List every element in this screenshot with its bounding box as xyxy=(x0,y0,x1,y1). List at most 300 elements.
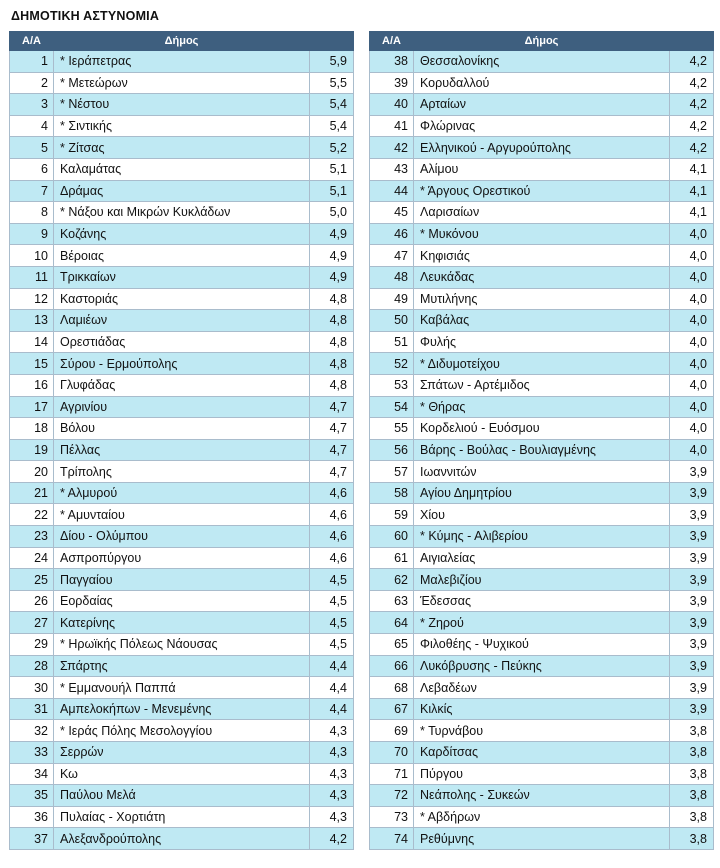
municipality-cell: * Ζηρού xyxy=(414,612,670,634)
table-row xyxy=(10,94,354,116)
table-row xyxy=(10,655,354,677)
table-row xyxy=(370,526,714,548)
value-cell: 4,6 xyxy=(310,526,354,548)
table-row xyxy=(10,634,354,656)
municipality-cell: Ιωαννιτών xyxy=(414,461,670,483)
ranking-table-right xyxy=(369,31,714,850)
municipality-cell: Κιλκίς xyxy=(414,698,670,720)
rank-cell: 30 xyxy=(10,677,54,699)
rank-cell: 52 xyxy=(370,353,414,375)
rank-cell: 17 xyxy=(10,396,54,418)
rank-cell: 27 xyxy=(10,612,54,634)
table-row xyxy=(10,806,354,828)
table-row xyxy=(10,742,354,764)
municipality-cell: Φιλοθέης - Ψυχικού xyxy=(414,634,670,656)
table-row xyxy=(370,94,714,116)
value-cell: 4,9 xyxy=(310,223,354,245)
municipality-cell: Ασπροπύργου xyxy=(54,547,310,569)
municipality-cell: Καβάλας xyxy=(414,310,670,332)
value-cell: 5,0 xyxy=(310,202,354,224)
table-row xyxy=(370,785,714,807)
table-row xyxy=(370,331,714,353)
value-cell: 3,9 xyxy=(670,612,714,634)
municipality-cell: Αγίου Δημητρίου xyxy=(414,482,670,504)
table-row xyxy=(370,504,714,526)
table-row xyxy=(10,547,354,569)
municipality-cell: Αγρινίου xyxy=(54,396,310,418)
rank-cell: 25 xyxy=(10,569,54,591)
table-row xyxy=(10,461,354,483)
rank-cell: 18 xyxy=(10,418,54,440)
value-cell: 3,8 xyxy=(670,785,714,807)
rank-cell: 7 xyxy=(10,180,54,202)
column-header-value xyxy=(310,32,354,51)
rank-cell: 53 xyxy=(370,374,414,396)
municipality-cell: Αιγιαλείας xyxy=(414,547,670,569)
table-row xyxy=(10,720,354,742)
table-row xyxy=(370,569,714,591)
table-row xyxy=(10,612,354,634)
table-row xyxy=(370,547,714,569)
rank-cell: 5 xyxy=(10,137,54,159)
rank-cell: 72 xyxy=(370,785,414,807)
municipality-cell: * Κύμης - Αλιβερίου xyxy=(414,526,670,548)
municipality-cell: Φυλής xyxy=(414,331,670,353)
rank-cell: 42 xyxy=(370,137,414,159)
municipality-cell: Πύργου xyxy=(414,763,670,785)
municipality-cell: Παγγαίου xyxy=(54,569,310,591)
table-row xyxy=(370,612,714,634)
table-row xyxy=(370,482,714,504)
value-cell: 4,8 xyxy=(310,288,354,310)
rank-cell: 69 xyxy=(370,720,414,742)
table-header-row xyxy=(10,32,354,51)
table-row xyxy=(10,590,354,612)
table-row xyxy=(370,288,714,310)
table-row xyxy=(370,396,714,418)
column-header-aa: Α/Α xyxy=(370,32,414,51)
value-cell: 4,3 xyxy=(310,720,354,742)
value-cell: 5,1 xyxy=(310,180,354,202)
municipality-cell: * Νέστου xyxy=(54,94,310,116)
value-cell: 4,2 xyxy=(670,51,714,73)
rank-cell: 4 xyxy=(10,115,54,137)
rank-cell: 19 xyxy=(10,439,54,461)
value-cell: 3,9 xyxy=(670,482,714,504)
municipality-cell: * Ιεράπετρας xyxy=(54,51,310,73)
municipality-cell: Λεβαδέων xyxy=(414,677,670,699)
rank-cell: 37 xyxy=(10,828,54,850)
rank-cell: 22 xyxy=(10,504,54,526)
municipality-cell: Λαρισαίων xyxy=(414,202,670,224)
rank-cell: 21 xyxy=(10,482,54,504)
municipality-cell: Μαλεβιζίου xyxy=(414,569,670,591)
value-cell: 4,0 xyxy=(670,310,714,332)
table-row xyxy=(10,266,354,288)
column-header-aa: Α/Α xyxy=(10,32,54,51)
municipality-cell: Καρδίτσας xyxy=(414,742,670,764)
municipality-cell: Αρταίων xyxy=(414,94,670,116)
value-cell: 4,2 xyxy=(670,115,714,137)
value-cell: 3,8 xyxy=(670,828,714,850)
rank-cell: 44 xyxy=(370,180,414,202)
rank-cell: 54 xyxy=(370,396,414,418)
ranking-table-left xyxy=(9,31,354,850)
table-row xyxy=(10,677,354,699)
municipality-cell: Σπάρτης xyxy=(54,655,310,677)
value-cell: 4,5 xyxy=(310,590,354,612)
rank-cell: 16 xyxy=(10,374,54,396)
municipality-cell: Βόλου xyxy=(54,418,310,440)
rank-cell: 49 xyxy=(370,288,414,310)
rank-cell: 55 xyxy=(370,418,414,440)
value-cell: 4,3 xyxy=(310,763,354,785)
rank-cell: 2 xyxy=(10,72,54,94)
rank-cell: 71 xyxy=(370,763,414,785)
table-row xyxy=(10,785,354,807)
table-row xyxy=(370,245,714,267)
table-row xyxy=(10,72,354,94)
rank-cell: 12 xyxy=(10,288,54,310)
value-cell: 4,6 xyxy=(310,482,354,504)
municipality-cell: Παύλου Μελά xyxy=(54,785,310,807)
value-cell: 4,2 xyxy=(670,94,714,116)
table-row xyxy=(370,418,714,440)
rank-cell: 64 xyxy=(370,612,414,634)
rank-cell: 14 xyxy=(10,331,54,353)
table-header-row xyxy=(370,32,714,51)
rank-cell: 39 xyxy=(370,72,414,94)
table-row xyxy=(370,374,714,396)
municipality-cell: Κοζάνης xyxy=(54,223,310,245)
table-row xyxy=(370,461,714,483)
rank-cell: 26 xyxy=(10,590,54,612)
table-row xyxy=(370,763,714,785)
rank-cell: 70 xyxy=(370,742,414,764)
municipality-cell: Μυτιλήνης xyxy=(414,288,670,310)
value-cell: 4,3 xyxy=(310,806,354,828)
table-row xyxy=(370,310,714,332)
rank-cell: 58 xyxy=(370,482,414,504)
value-cell: 4,6 xyxy=(310,504,354,526)
rank-cell: 60 xyxy=(370,526,414,548)
rank-cell: 15 xyxy=(10,353,54,375)
table-row xyxy=(370,655,714,677)
value-cell: 4,4 xyxy=(310,655,354,677)
municipality-cell: * Διδυμοτείχου xyxy=(414,353,670,375)
value-cell: 4,7 xyxy=(310,461,354,483)
rank-cell: 73 xyxy=(370,806,414,828)
rank-cell: 68 xyxy=(370,677,414,699)
value-cell: 3,9 xyxy=(670,569,714,591)
municipality-cell: Τρίπολης xyxy=(54,461,310,483)
table-row xyxy=(10,115,354,137)
value-cell: 3,9 xyxy=(670,504,714,526)
value-cell: 3,9 xyxy=(670,461,714,483)
value-cell: 4,4 xyxy=(310,698,354,720)
municipality-cell: Έδεσσας xyxy=(414,590,670,612)
rank-cell: 32 xyxy=(10,720,54,742)
table-row xyxy=(370,828,714,850)
table-row xyxy=(370,720,714,742)
rank-cell: 46 xyxy=(370,223,414,245)
municipality-cell: Λαμιέων xyxy=(54,310,310,332)
rank-cell: 6 xyxy=(10,158,54,180)
municipality-cell: Ρεθύμνης xyxy=(414,828,670,850)
table-row xyxy=(10,504,354,526)
column-header-municipality: Δήμος xyxy=(414,32,670,51)
rank-cell: 50 xyxy=(370,310,414,332)
table-row xyxy=(370,353,714,375)
value-cell: 4,8 xyxy=(310,331,354,353)
value-cell: 4,6 xyxy=(310,547,354,569)
value-cell: 4,5 xyxy=(310,634,354,656)
rank-cell: 66 xyxy=(370,655,414,677)
value-cell: 4,4 xyxy=(310,677,354,699)
value-cell: 4,3 xyxy=(310,785,354,807)
table-row xyxy=(10,396,354,418)
table-row xyxy=(10,353,354,375)
municipality-cell: Νεάπολης - Συκεών xyxy=(414,785,670,807)
municipality-cell: * Ιεράς Πόλης Μεσολογγίου xyxy=(54,720,310,742)
rank-cell: 41 xyxy=(370,115,414,137)
rank-cell: 63 xyxy=(370,590,414,612)
table-row xyxy=(10,180,354,202)
municipality-cell: Λυκόβρυσης - Πεύκης xyxy=(414,655,670,677)
table-row xyxy=(10,202,354,224)
table-row xyxy=(10,245,354,267)
value-cell: 4,2 xyxy=(670,72,714,94)
municipality-cell: Χίου xyxy=(414,504,670,526)
municipality-cell: * Μετεώρων xyxy=(54,72,310,94)
value-cell: 3,8 xyxy=(670,806,714,828)
table-row xyxy=(370,677,714,699)
value-cell: 5,5 xyxy=(310,72,354,94)
table-row xyxy=(370,202,714,224)
municipality-cell: Βάρης - Βούλας - Βουλιαγμένης xyxy=(414,439,670,461)
municipality-cell: * Άργους Ορεστικού xyxy=(414,180,670,202)
table-row xyxy=(10,763,354,785)
rank-cell: 67 xyxy=(370,698,414,720)
table-row xyxy=(10,698,354,720)
municipality-cell: Φλώρινας xyxy=(414,115,670,137)
table-row xyxy=(370,137,714,159)
table-row xyxy=(10,223,354,245)
table-row xyxy=(370,223,714,245)
value-cell: 5,4 xyxy=(310,94,354,116)
table-row xyxy=(10,439,354,461)
table-row xyxy=(10,137,354,159)
value-cell: 4,8 xyxy=(310,353,354,375)
value-cell: 5,2 xyxy=(310,137,354,159)
table-row xyxy=(10,418,354,440)
rank-cell: 1 xyxy=(10,51,54,73)
value-cell: 3,9 xyxy=(670,547,714,569)
value-cell: 4,9 xyxy=(310,245,354,267)
municipality-cell: Σύρου - Ερμούπολης xyxy=(54,353,310,375)
municipality-cell: Κατερίνης xyxy=(54,612,310,634)
value-cell: 4,0 xyxy=(670,439,714,461)
table-row xyxy=(370,634,714,656)
rank-cell: 40 xyxy=(370,94,414,116)
table-row xyxy=(370,158,714,180)
municipality-cell: Πέλλας xyxy=(54,439,310,461)
rank-cell: 65 xyxy=(370,634,414,656)
municipality-cell: * Ζίτσας xyxy=(54,137,310,159)
rank-cell: 23 xyxy=(10,526,54,548)
table-row xyxy=(370,590,714,612)
rank-cell: 57 xyxy=(370,461,414,483)
value-cell: 3,9 xyxy=(670,677,714,699)
municipality-cell: * Μυκόνου xyxy=(414,223,670,245)
municipality-cell: Τρικκαίων xyxy=(54,266,310,288)
value-cell: 3,9 xyxy=(670,590,714,612)
municipality-cell: * Ηρωϊκής Πόλεως Νάουσας xyxy=(54,634,310,656)
municipality-cell: * Τυρνάβου xyxy=(414,720,670,742)
table-row xyxy=(10,310,354,332)
municipality-cell: Κορυδαλλού xyxy=(414,72,670,94)
value-cell: 3,8 xyxy=(670,763,714,785)
municipality-cell: Ορεστιάδας xyxy=(54,331,310,353)
rank-cell: 43 xyxy=(370,158,414,180)
rank-cell: 35 xyxy=(10,785,54,807)
municipality-cell: Λευκάδας xyxy=(414,266,670,288)
rank-cell: 3 xyxy=(10,94,54,116)
value-cell: 4,7 xyxy=(310,418,354,440)
table-row xyxy=(10,828,354,850)
rank-cell: 45 xyxy=(370,202,414,224)
rank-cell: 56 xyxy=(370,439,414,461)
rank-cell: 74 xyxy=(370,828,414,850)
municipality-cell: * Αβδήρων xyxy=(414,806,670,828)
municipality-cell: Εορδαίας xyxy=(54,590,310,612)
table-row xyxy=(370,698,714,720)
municipality-cell: Σπάτων - Αρτέμιδος xyxy=(414,374,670,396)
table-row xyxy=(10,482,354,504)
rank-cell: 34 xyxy=(10,763,54,785)
municipality-cell: Καλαμάτας xyxy=(54,158,310,180)
value-cell: 4,0 xyxy=(670,418,714,440)
value-cell: 4,5 xyxy=(310,569,354,591)
value-cell: 4,1 xyxy=(670,158,714,180)
value-cell: 5,4 xyxy=(310,115,354,137)
table-row xyxy=(370,742,714,764)
municipality-cell: Βέροιας xyxy=(54,245,310,267)
value-cell: 4,1 xyxy=(670,202,714,224)
column-header-municipality: Δήμος xyxy=(54,32,310,51)
value-cell: 3,9 xyxy=(670,655,714,677)
rank-cell: 33 xyxy=(10,742,54,764)
rank-cell: 13 xyxy=(10,310,54,332)
municipality-cell: Κω xyxy=(54,763,310,785)
value-cell: 4,9 xyxy=(310,266,354,288)
value-cell: 3,8 xyxy=(670,742,714,764)
municipality-cell: * Θήρας xyxy=(414,396,670,418)
municipality-cell: Καστοριάς xyxy=(54,288,310,310)
rank-cell: 36 xyxy=(10,806,54,828)
rank-cell: 20 xyxy=(10,461,54,483)
rank-cell: 11 xyxy=(10,266,54,288)
table-row xyxy=(370,72,714,94)
value-cell: 4,2 xyxy=(310,828,354,850)
municipality-cell: Ελληνικού - Αργυρούπολης xyxy=(414,137,670,159)
table-row xyxy=(370,439,714,461)
value-cell: 5,1 xyxy=(310,158,354,180)
municipality-cell: Γλυφάδας xyxy=(54,374,310,396)
rank-cell: 8 xyxy=(10,202,54,224)
column-header-value xyxy=(670,32,714,51)
rank-cell: 29 xyxy=(10,634,54,656)
value-cell: 4,8 xyxy=(310,374,354,396)
rank-cell: 51 xyxy=(370,331,414,353)
rank-cell: 47 xyxy=(370,245,414,267)
rank-cell: 59 xyxy=(370,504,414,526)
value-cell: 5,9 xyxy=(310,51,354,73)
value-cell: 4,1 xyxy=(670,180,714,202)
municipality-cell: Αλεξανδρούπολης xyxy=(54,828,310,850)
table-row xyxy=(370,806,714,828)
municipality-cell: Δίου - Ολύμπου xyxy=(54,526,310,548)
municipality-cell: Θεσσαλονίκης xyxy=(414,51,670,73)
table-row xyxy=(370,266,714,288)
municipality-cell: Αλίμου xyxy=(414,158,670,180)
value-cell: 4,7 xyxy=(310,396,354,418)
value-cell: 4,0 xyxy=(670,331,714,353)
value-cell: 4,2 xyxy=(670,137,714,159)
value-cell: 4,0 xyxy=(670,353,714,375)
rank-cell: 48 xyxy=(370,266,414,288)
municipality-cell: * Αμυνταίου xyxy=(54,504,310,526)
table-row xyxy=(370,180,714,202)
municipality-cell: * Νάξου και Μικρών Κυκλάδων xyxy=(54,202,310,224)
value-cell: 3,9 xyxy=(670,634,714,656)
value-cell: 4,0 xyxy=(670,245,714,267)
table-row xyxy=(10,569,354,591)
rank-cell: 24 xyxy=(10,547,54,569)
value-cell: 4,0 xyxy=(670,266,714,288)
value-cell: 4,3 xyxy=(310,742,354,764)
rank-cell: 61 xyxy=(370,547,414,569)
table-row xyxy=(10,51,354,73)
value-cell: 4,0 xyxy=(670,288,714,310)
municipality-cell: Σερρών xyxy=(54,742,310,764)
municipality-cell: Πυλαίας - Χορτιάτη xyxy=(54,806,310,828)
table-row xyxy=(10,331,354,353)
value-cell: 4,7 xyxy=(310,439,354,461)
municipality-cell: * Αλμυρού xyxy=(54,482,310,504)
rank-cell: 28 xyxy=(10,655,54,677)
table-row xyxy=(10,158,354,180)
municipality-cell: Αμπελοκήπων - Μενεμένης xyxy=(54,698,310,720)
rank-cell: 38 xyxy=(370,51,414,73)
table-row xyxy=(370,51,714,73)
rank-cell: 62 xyxy=(370,569,414,591)
municipality-cell: Δράμας xyxy=(54,180,310,202)
table-row xyxy=(370,115,714,137)
value-cell: 4,8 xyxy=(310,310,354,332)
value-cell: 3,8 xyxy=(670,720,714,742)
rank-cell: 9 xyxy=(10,223,54,245)
table-row xyxy=(10,288,354,310)
value-cell: 3,9 xyxy=(670,526,714,548)
value-cell: 3,9 xyxy=(670,698,714,720)
rank-cell: 31 xyxy=(10,698,54,720)
municipality-cell: Κηφισιάς xyxy=(414,245,670,267)
page-title: ΔΗΜΟΤΙΚΗ ΑΣΤΥΝΟΜΙΑ xyxy=(11,9,160,23)
value-cell: 4,0 xyxy=(670,374,714,396)
municipality-cell: Κορδελιού - Ευόσμου xyxy=(414,418,670,440)
value-cell: 4,5 xyxy=(310,612,354,634)
